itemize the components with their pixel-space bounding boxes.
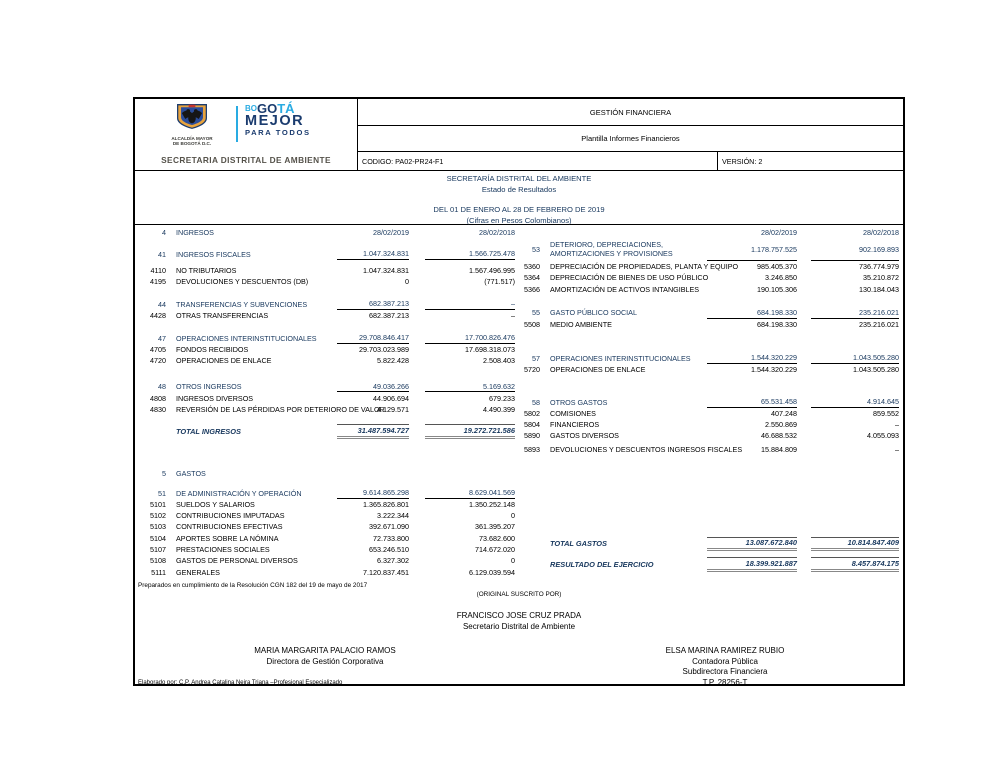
document-version: VERSIÓN: 2 xyxy=(722,156,763,166)
row-value-2018: 28/02/2018 xyxy=(863,228,899,238)
row-code: 5890 xyxy=(524,431,540,441)
logo-cell xyxy=(135,99,358,170)
row-label: CONTRIBUCIONES EFECTIVAS xyxy=(176,522,283,532)
row-label: GENERALES xyxy=(176,567,220,577)
report-period: DEL 01 DE ENERO AL 28 DE FEBRERO DE 2019 xyxy=(433,205,605,214)
row-code: 5893 xyxy=(524,445,540,455)
row-value-2018: 28/02/2018 xyxy=(479,228,515,238)
crest-caption-line1: ALCALDÍA MAYOR xyxy=(171,136,213,141)
row-code: 51 xyxy=(158,488,166,498)
row-label: DEPRECIACIÓN DE BIENES DE USO PÚBLICO xyxy=(550,273,709,283)
document-header xyxy=(135,99,903,171)
header-template-name: Plantilla Informes Financieros xyxy=(358,126,903,152)
row-value-2019: 46.688.532 xyxy=(761,431,797,441)
row-value-2019: 65.531.458 xyxy=(707,396,797,407)
table-row-58 xyxy=(519,396,899,407)
row-value-2018: 4.055.093 xyxy=(867,431,899,441)
table-row-5508 xyxy=(519,319,899,330)
brand-separator xyxy=(236,106,238,142)
spacer-row xyxy=(143,439,515,468)
spacer-row xyxy=(519,330,899,353)
row-value-2019: 392.671.090 xyxy=(369,522,409,532)
table-row-4 xyxy=(143,227,515,238)
row-value-2018: 4.490.399 xyxy=(483,404,515,414)
row-value-2019: 653.246.510 xyxy=(369,545,409,554)
table-row-55 xyxy=(519,307,899,318)
row-value-2019: 3.222.344 xyxy=(377,511,409,521)
table-row-4195 xyxy=(143,276,515,287)
row-value-2019: 49.036.266 xyxy=(337,381,409,392)
row-code: 4428 xyxy=(150,311,166,321)
accountant-title2: Subdirectora Financiera xyxy=(682,667,768,676)
table-row-4808 xyxy=(143,392,515,403)
row-value-2019: 684.198.330 xyxy=(707,307,797,318)
crest-caption-line2: DE BOGOTÁ D.C. xyxy=(172,141,212,147)
table-row-57 xyxy=(519,352,899,363)
document-code: CODIGO: PA02-PR24-F1 xyxy=(358,152,718,170)
row-label: INGRESOS DIVERSOS xyxy=(176,393,254,403)
row-code: 47 xyxy=(158,333,166,343)
brand-bo: BO xyxy=(245,104,257,113)
table-row-5802 xyxy=(519,408,899,419)
row-label: FINANCIEROS xyxy=(550,420,600,430)
row-label: DEVOLUCIONES Y DESCUENTOS (DB) xyxy=(176,277,309,287)
row-value-2018: 8.629.041.569 xyxy=(425,487,515,498)
row-value-2018: 17.700.826.476 xyxy=(425,333,515,344)
header-right xyxy=(358,99,903,170)
row-value-2018: 0 xyxy=(511,511,515,521)
spacer-row xyxy=(143,479,515,487)
row-label: OTRAS TRANSFERENCIAS xyxy=(176,311,269,321)
row-value-2019: 2.550.869 xyxy=(765,420,797,430)
table-row-5111 xyxy=(143,566,515,577)
row-code: 57 xyxy=(532,353,540,363)
table-row-5366 xyxy=(519,283,899,294)
row-value-2018: 5.169.632 xyxy=(425,381,515,392)
row-label: CONTRIBUCIONES IMPUTADAS xyxy=(176,511,285,521)
brand-ta: TÁ xyxy=(277,101,295,116)
table-row-5103 xyxy=(143,521,515,532)
elaborated-by-note: Elaborado por: C.P. Andrea Catalina Neira Triana –Profesional Especializado xyxy=(138,680,343,686)
row-label: GASTOS xyxy=(176,469,206,479)
row-value-2018: 1.566.725.478 xyxy=(425,248,515,259)
row-value-2018: 1.043.505.280 xyxy=(811,352,899,363)
row-value-2018: – xyxy=(895,445,899,455)
row-code: 5364 xyxy=(524,273,540,283)
spacer-row xyxy=(143,287,515,298)
row-label: INGRESOS xyxy=(176,228,214,238)
row-value-2018: – xyxy=(511,311,515,321)
row-value-2018 xyxy=(425,468,515,479)
row-value-2018: 679.233 xyxy=(489,393,515,403)
spacer-row xyxy=(519,375,899,396)
row-code: 5360 xyxy=(524,262,540,272)
table-row-5364 xyxy=(519,272,899,283)
table-row-53 xyxy=(519,238,899,261)
row-label: INGRESOS FISCALES xyxy=(176,249,251,259)
row-value-2018: – xyxy=(895,420,899,430)
row-code: 4195 xyxy=(150,277,166,287)
row-code: 4705 xyxy=(150,345,166,355)
table-row-4428 xyxy=(143,310,515,321)
row-value-2018: 1.350.252.148 xyxy=(469,499,515,509)
row-label: TRANSFERENCIAS Y SUBVENCIONES xyxy=(176,299,308,309)
row-value-2019: 28/02/2019 xyxy=(761,228,797,238)
row-value-2019: 29.703.023.989 xyxy=(359,345,409,355)
prepared-note: Preparados en cumplimiento de la Resolución CGN 182 del 19 de mayo de 2017 xyxy=(138,582,368,589)
row-label: DEPRECIACIÓN DE PROPIEDADES, PLANTA Y EQUIPO xyxy=(550,262,739,272)
row-value-2019: 44.906.694 xyxy=(373,393,409,403)
row-value-2019: 684.198.330 xyxy=(757,319,797,329)
table-row-5890 xyxy=(519,430,899,441)
row-label: DETERIORO, DEPRECIACIONES, AMORTIZACIONES Y PROVISIONES xyxy=(550,240,673,258)
row-code: 5804 xyxy=(524,420,540,430)
table-row-4830 xyxy=(143,404,515,415)
row-code: 5111 xyxy=(151,567,166,577)
row-label: GASTOS DIVERSOS xyxy=(550,431,619,441)
row-value-2019: 7.120.837.451 xyxy=(363,567,409,577)
income-column xyxy=(143,227,515,578)
row-value-2018: 859.552 xyxy=(873,408,899,418)
director-title: Directora de Gestión Corporativa xyxy=(266,656,384,666)
row-value-2019: 3.246.850 xyxy=(765,273,797,283)
row-value-2019: 1.365.826.801 xyxy=(363,499,409,509)
row-value-2018: 130.184.043 xyxy=(859,284,899,294)
row-value-2018: 235.216.021 xyxy=(859,319,899,329)
row-code: 5103 xyxy=(150,522,166,532)
accountant-title1: Contadora Pública xyxy=(692,656,758,666)
table-row-5101 xyxy=(143,499,515,510)
row-code: 55 xyxy=(532,308,540,318)
row-value-2019: 1.178.757.525 xyxy=(707,238,797,261)
row-label: COMISIONES xyxy=(550,408,596,418)
table-row-5 xyxy=(143,468,515,479)
report-title-block xyxy=(135,171,903,225)
row-value-2019: 407.248 xyxy=(771,408,797,418)
row-code: 48 xyxy=(158,382,166,392)
table-row-44 xyxy=(143,299,515,310)
signature-footer xyxy=(135,580,903,689)
row-value-2019: 72.733.800 xyxy=(373,533,409,543)
row-value-2018: 2.508.403 xyxy=(483,356,515,366)
row-code: 4808 xyxy=(150,393,166,403)
table-row-total-ingresos xyxy=(143,424,515,439)
row-value-2019: 31.487.594.727 xyxy=(337,424,409,439)
row-value-2018: – xyxy=(425,299,515,310)
secretary-signature-block xyxy=(135,611,903,632)
row-label: GASTO PÚBLICO SOCIAL xyxy=(550,308,637,318)
row-code: 5802 xyxy=(524,408,540,418)
row-value-2018: 17.698.318.073 xyxy=(465,345,515,355)
row-value-2018: 736.774.979 xyxy=(859,262,899,272)
row-value-2018: 4.914.645 xyxy=(811,396,899,407)
row-label: TOTAL INGRESOS xyxy=(176,426,241,436)
row-value-2019: 28/02/2019 xyxy=(373,228,409,238)
row-value-2019: 18.399.921.887 xyxy=(707,557,797,572)
row-label: MEDIO AMBIENTE xyxy=(550,319,612,329)
table-row-total-gastos xyxy=(519,537,899,552)
row-label: DEVOLUCIONES Y DESCUENTOS INGRESOS FISCALES xyxy=(550,445,743,455)
table-row-48 xyxy=(143,381,515,392)
accountant-name: ELSA MARINA RAMIREZ RUBIO xyxy=(665,646,785,655)
table-row-5720 xyxy=(519,364,899,375)
row-value-2019 xyxy=(337,468,409,479)
table-row-4705 xyxy=(143,344,515,355)
row-label: RESULTADO DEL EJERCICIO xyxy=(550,560,654,570)
row-value-2019: 4.129.571 xyxy=(377,404,409,414)
row-label: OPERACIONES DE ENLACE xyxy=(550,364,646,374)
row-value-2018: 0 xyxy=(511,556,515,566)
row-value-2019: 29.708.846.417 xyxy=(337,333,409,344)
row-code: 5107 xyxy=(150,545,166,554)
spacer-row xyxy=(519,457,899,536)
row-code: 5108 xyxy=(150,556,166,566)
table-row-5102 xyxy=(143,510,515,521)
expense-column xyxy=(519,227,899,572)
row-value-2018: 73.682.600 xyxy=(479,533,515,543)
row-value-2018: 6.129.039.594 xyxy=(469,567,515,577)
bogota-mejor-logo xyxy=(245,103,311,137)
row-code: 41 xyxy=(158,249,166,259)
row-code: 53 xyxy=(532,245,540,255)
row-code: 58 xyxy=(532,397,540,407)
row-code: 4 xyxy=(162,228,166,238)
secretary-title: Secretario Distrital de Ambiente xyxy=(462,621,576,631)
row-value-2019: 682.387.213 xyxy=(337,299,409,310)
accountant-signature-block xyxy=(585,646,865,688)
row-code: 5 xyxy=(162,469,166,479)
table-row-5893 xyxy=(519,442,899,458)
row-label: PRESTACIONES SOCIALES xyxy=(176,545,270,554)
bogota-crest-icon xyxy=(175,103,209,130)
spacer-row xyxy=(143,321,515,332)
header-process-title: GESTIÓN FINANCIERA xyxy=(358,99,903,126)
row-value-2018: 714.672.020 xyxy=(475,545,515,554)
table-row-47 xyxy=(143,333,515,344)
secretary-name: FRANCISCO JOSE CRUZ PRADA xyxy=(456,611,582,620)
brand-mejor: MEJOR xyxy=(245,113,305,129)
row-label: DE ADMINISTRACIÓN Y OPERACIÓN xyxy=(176,488,302,498)
spacer-row xyxy=(143,415,515,424)
row-label: NO TRIBUTARIOS xyxy=(176,265,237,275)
table-row-5108 xyxy=(143,555,515,566)
table-row-5360 xyxy=(519,261,899,272)
table-row-5107 xyxy=(143,544,515,555)
row-value-2018: 10.814.847.409 xyxy=(811,537,899,552)
row-label: APORTES SOBRE LA NÓMINA xyxy=(176,533,279,543)
director-name: MARIA MARGARITA PALACIO RAMOS xyxy=(254,646,396,655)
row-code: 4830 xyxy=(150,404,166,414)
report-name: Estado de Resultados xyxy=(481,184,557,194)
row-value-2018: 35.210.872 xyxy=(863,273,899,283)
spacer-row xyxy=(519,295,899,307)
brand-go: GO xyxy=(257,101,278,116)
row-value-2019: 15.884.809 xyxy=(761,445,797,455)
row-code: 4720 xyxy=(150,356,166,366)
row-value-2018: 8.457.874.175 xyxy=(811,557,899,572)
row-label: REVERSIÓN DE LAS PÉRDIDAS POR DETERIORO DE VALOR xyxy=(176,404,385,414)
row-label: OPERACIONES DE ENLACE xyxy=(176,356,272,366)
row-value-2019: 682.387.213 xyxy=(369,311,409,321)
row-value-2018: (771.517) xyxy=(484,277,515,287)
table-row-5104 xyxy=(143,533,515,544)
row-value-2019: 1.047.324.831 xyxy=(363,265,409,275)
brand-para-todos: PARA TODOS xyxy=(245,128,311,137)
bogota-crest xyxy=(153,103,231,147)
row-label: SUELDOS Y SALARIOS xyxy=(176,499,255,509)
report-units: (Cifras en Pesos Colombianos) xyxy=(466,215,572,225)
row-value-2018: 361.395.207 xyxy=(475,522,515,532)
row-code: 44 xyxy=(158,299,166,309)
row-label: OTROS INGRESOS xyxy=(176,382,242,392)
row-label: OTROS GASTOS xyxy=(550,397,608,407)
report-entity: SECRETARÍA DISTRITAL DEL AMBIENTE xyxy=(446,174,592,183)
table-row-row xyxy=(519,227,899,238)
row-value-2018: 1.567.496.995 xyxy=(469,265,515,275)
crest-caption xyxy=(153,136,231,147)
row-value-2019: 13.087.672.840 xyxy=(707,537,797,552)
table-row-51 xyxy=(143,487,515,498)
row-value-2019: 1.544.320.229 xyxy=(707,352,797,363)
row-code: 5101 xyxy=(150,499,166,509)
row-label: TOTAL GASTOS xyxy=(550,539,607,549)
row-code: 5104 xyxy=(150,533,166,543)
row-label: AMORTIZACIÓN DE ACTIVOS INTANGIBLES xyxy=(550,284,700,294)
spacer-row xyxy=(143,367,515,382)
row-label: GASTOS DE PERSONAL DIVERSOS xyxy=(176,556,298,566)
financial-statement-document xyxy=(133,97,905,686)
table-row-4720 xyxy=(143,355,515,366)
spacer-row xyxy=(143,238,515,248)
table-row-4110 xyxy=(143,265,515,276)
row-value-2019: 1.047.324.831 xyxy=(337,248,409,259)
statement-body xyxy=(135,225,903,580)
row-value-2019: 0 xyxy=(405,277,409,287)
row-code: 5508 xyxy=(524,319,540,329)
table-row-41 xyxy=(143,248,515,259)
original-suscrito-note: (ORIGINAL SUSCRITO POR) xyxy=(476,591,562,598)
row-value-2019: 1.544.320.229 xyxy=(751,364,797,374)
row-code: 4110 xyxy=(150,265,166,275)
director-signature-block xyxy=(175,646,475,667)
row-value-2018: 1.043.505.280 xyxy=(853,364,899,374)
row-value-2018: 19.272.721.586 xyxy=(425,424,515,439)
row-code: 5102 xyxy=(150,511,166,521)
row-value-2019: 9.614.865.298 xyxy=(337,487,409,498)
row-value-2019: 190.105.306 xyxy=(757,284,797,294)
row-label: FONDOS RECIBIDOS xyxy=(176,345,249,355)
title-gap xyxy=(135,195,903,205)
table-row-5804 xyxy=(519,419,899,430)
row-code: 5366 xyxy=(524,284,540,294)
entity-name: SECRETARIA DISTRITAL DE AMBIENTE xyxy=(161,155,331,165)
row-value-2019: 985.405.370 xyxy=(757,262,797,272)
row-code: 5720 xyxy=(524,364,540,374)
row-value-2018: 235.216.021 xyxy=(811,307,899,318)
accountant-tp: T.P. 28256-T xyxy=(702,677,748,687)
row-label: OPERACIONES INTERINSTITUCIONALES xyxy=(176,333,317,343)
row-value-2019: 6.327.302 xyxy=(377,556,409,566)
header-code-row xyxy=(358,152,903,170)
row-value-2018: 902.169.893 xyxy=(811,238,899,261)
row-value-2019: 5.822.428 xyxy=(377,356,409,366)
row-label: OPERACIONES INTERINSTITUCIONALES xyxy=(550,353,691,363)
table-row-resultado-del-ejercicio xyxy=(519,557,899,572)
